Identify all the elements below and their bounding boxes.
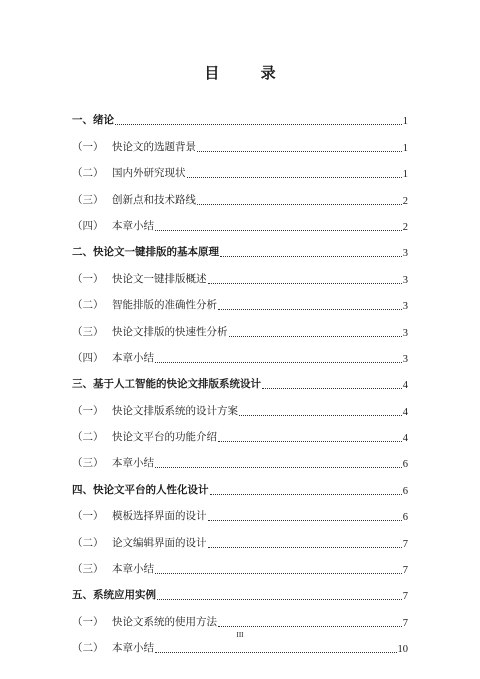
toc-page-number: 6 (402, 485, 408, 497)
dot-leader (115, 123, 402, 125)
toc-entry-label: 快论文平台的功能介绍 (112, 431, 217, 444)
toc-page-number: 1 (402, 142, 408, 154)
dot-leader (187, 176, 402, 178)
toc-page-number: 6 (402, 512, 408, 524)
toc-page-number: 3 (402, 301, 408, 313)
dot-leader (197, 203, 402, 205)
toc-section-entry[interactable] (72, 444, 408, 470)
toc-page-number: 6 (402, 459, 408, 471)
toc-entry-label: 本章小结 (112, 563, 154, 576)
toc-entry-label: 创新点和技术路线 (112, 193, 196, 206)
toc-section-number: （一） (72, 615, 104, 628)
toc-title: 目 录 (204, 64, 294, 82)
toc-section-number: （一） (72, 404, 104, 417)
dot-leader (155, 651, 397, 653)
page-number: III (236, 631, 244, 639)
dot-leader (218, 440, 402, 442)
toc-section-entry[interactable] (72, 418, 408, 444)
toc-entry-label: 快论文排版系统的设计方案 (112, 404, 238, 417)
toc-section-number: （四） (72, 351, 104, 364)
toc-chapter-entry[interactable] (72, 365, 408, 391)
dot-leader (239, 414, 402, 416)
toc-page-number: 3 (402, 353, 408, 365)
toc-entry-label: 模板选择界面的设计 (112, 510, 207, 523)
toc-section-number: （二） (72, 642, 104, 655)
toc-chapter-entry[interactable] (72, 576, 408, 602)
toc-entry-label: 论文编辑界面的设计 (112, 536, 207, 549)
toc-section-number: （三） (72, 325, 104, 338)
toc-page-number: 4 (402, 380, 408, 392)
toc-section-number: （一） (72, 510, 104, 523)
toc-entry-label: 本章小结 (112, 351, 154, 364)
table-of-contents (72, 101, 408, 655)
dot-leader (155, 572, 402, 574)
toc-page-number: 3 (402, 248, 408, 260)
toc-section-number: （二） (72, 167, 104, 180)
toc-page-number: 2 (402, 221, 408, 233)
dot-leader (157, 598, 402, 600)
toc-section-entry[interactable] (72, 127, 408, 153)
toc-section-number: （一） (72, 272, 104, 285)
dot-leader (229, 335, 402, 337)
toc-section-number: （二） (72, 299, 104, 312)
toc-page-number: 7 (402, 591, 408, 603)
toc-page-number: 3 (402, 274, 408, 286)
toc-entry-label: 本章小结 (112, 642, 154, 655)
toc-page-number: 1 (402, 116, 408, 128)
dot-leader (155, 229, 402, 231)
toc-section-number: （二） (72, 536, 104, 549)
toc-page-number: 7 (402, 617, 408, 629)
toc-section-entry[interactable] (72, 391, 408, 417)
toc-entry-label: 五、系统应用实例 (72, 589, 156, 602)
toc-section-entry[interactable] (72, 207, 408, 233)
toc-section-number: （三） (72, 457, 104, 470)
toc-page-number: 10 (397, 644, 408, 656)
toc-page-number: 7 (402, 538, 408, 550)
dot-leader (208, 519, 402, 521)
toc-section-number: （一） (72, 140, 104, 153)
toc-section-entry[interactable] (72, 523, 408, 549)
toc-section-entry[interactable] (72, 339, 408, 365)
toc-chapter-entry[interactable] (72, 233, 408, 259)
toc-section-entry[interactable] (72, 180, 408, 206)
toc-chapter-entry[interactable] (72, 470, 408, 496)
toc-page-number: 3 (402, 327, 408, 339)
dot-leader (218, 308, 402, 310)
toc-section-entry[interactable] (72, 550, 408, 576)
toc-entry-label: 国内外研究现状 (112, 167, 186, 180)
toc-chapter-entry[interactable] (72, 101, 408, 127)
toc-entry-label: 快论文排版的快速性分析 (112, 325, 228, 338)
toc-section-number: （三） (72, 563, 104, 576)
toc-entry-label: 快论文系统的使用方法 (112, 615, 217, 628)
dot-leader (208, 282, 402, 284)
toc-entry-label: 智能排版的准确性分析 (112, 299, 217, 312)
dot-leader (262, 387, 402, 389)
toc-page-number: 1 (402, 169, 408, 181)
toc-section-entry[interactable] (72, 602, 408, 628)
toc-page-number: 2 (402, 195, 408, 207)
toc-section-entry[interactable] (72, 497, 408, 523)
dot-leader (208, 546, 402, 548)
toc-entry-label: 快论文的选题背景 (112, 140, 196, 153)
toc-section-entry[interactable] (72, 154, 408, 180)
toc-page-number: 4 (402, 433, 408, 445)
toc-section-entry[interactable] (72, 286, 408, 312)
toc-section-number: （二） (72, 431, 104, 444)
toc-entry-label: 快论文一键排版概述 (112, 272, 207, 285)
dot-leader (155, 361, 402, 363)
dot-leader (220, 255, 402, 257)
toc-page-number: 7 (402, 565, 408, 577)
toc-section-number: （四） (72, 219, 104, 232)
toc-entry-label: 本章小结 (112, 219, 154, 232)
toc-entry-label: 一、绪论 (72, 114, 114, 127)
dot-leader (155, 466, 402, 468)
dot-leader (197, 150, 402, 152)
toc-section-entry[interactable] (72, 259, 408, 285)
toc-entry-label: 二、快论文一键排版的基本原理 (72, 246, 219, 259)
toc-entry-label: 本章小结 (112, 457, 154, 470)
toc-section-number: （三） (72, 193, 104, 206)
toc-section-entry[interactable] (72, 312, 408, 338)
toc-entry-label: 三、基于人工智能的快论文排版系统设计 (72, 378, 261, 391)
toc-page-number: 4 (402, 406, 408, 418)
dot-leader (218, 625, 402, 627)
toc-entry-label: 四、快论文平台的人性化设计 (72, 483, 209, 496)
dot-leader (210, 493, 402, 495)
